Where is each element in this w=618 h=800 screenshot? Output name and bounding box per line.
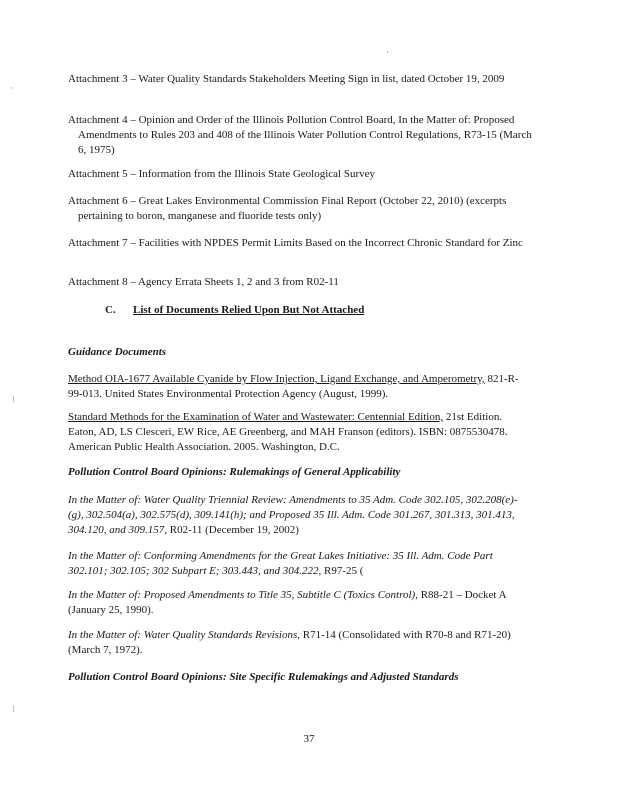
page-number: 37 [303, 733, 315, 745]
scan-speck: ⁝ [12, 394, 15, 404]
attachment-6: Attachment 6 – Great Lakes Environmental Commission Final Report (October 22, 2010) (excerpts pertaining to boron, manganese and fluoride tests only) [68, 195, 507, 222]
pcb-general-item-1: In the Matter of: Water Quality Triennial Review: Amendments to 35 Adm. Code 302.105, 302.208(e)-(g), 302.504(a), 302.575(d), 309.141(h); and Proposed 35 Ill. Adm. Code 301.267, 301.313, 301.413, 304.120, and 309.157, R02-11 (December 19, 2002) [68, 494, 518, 536]
section-c-heading [105, 303, 364, 318]
guidance-doc-standard-methods: Standard Methods for the Examination of Water and Wastewater: Centennial Edition, 21st Edition. Eaton, AD, LS Clesceri, EW Rice, AE Greenberg, and MAH Franson (editors). ISBN: 0875530478. American Public Health Association. 2005. Washington, D.C. [68, 411, 508, 453]
pcb-general-heading: Pollution Control Board Opinions: Rulemakings of General Applicability [68, 466, 401, 478]
section-letter: C. [105, 304, 116, 316]
attachment-8: Attachment 8 – Agency Errata Sheets 1, 2 and 3 from R02-11 [68, 276, 339, 288]
scan-speck: · [10, 83, 13, 93]
pcb-site-heading: Pollution Control Board Opinions: Site Specific Rulemakings and Adjusted Standards [68, 671, 459, 683]
pcb-general-item-3: In the Matter of: Proposed Amendments to Title 35, Subtitle C (Toxics Control), R88-21 – Docket A (January 25, 1990). [68, 589, 506, 616]
scan-speck: ⁝ [12, 704, 15, 714]
attachment-5: Attachment 5 – Information from the Illinois State Geological Survey [68, 168, 376, 180]
section-title: List of Documents Relied Upon But Not Attached [133, 304, 365, 316]
guidance-heading: Guidance Documents [68, 346, 167, 358]
pcb-general-item-2: In the Matter of: Conforming Amendments for the Great Lakes Initiative: 35 Ill. Adm. Code Part 302.101; 302.105; 302 Subpart E; 303.443, and 304.222, R97-25 ( [68, 550, 493, 577]
attachment-4: Attachment 4 – Opinion and Order of the Illinois Pollution Control Board, In the Matter of: Proposed Amendments to Rules 203 and 408 of the Illinois Water Pollution Control Regulations, R73-15 (March 6, 1975) [68, 114, 532, 156]
guidance-doc-method-oia: Method OIA-1677 Available Cyanide by Flow Injection, Ligand Exchange, and Amperometry, 821-R-99-013. United States Environmental Protection Agency (August, 1999). [68, 373, 519, 400]
scan-speck: · [386, 47, 389, 57]
attachment-3: Attachment 3 – Water Quality Standards Stakeholders Meeting Sign in list, dated October 19, 2009 [68, 73, 505, 85]
attachment-7: Attachment 7 – Facilities with NPDES Permit Limits Based on the Incorrect Chronic Standard for Zinc [68, 237, 523, 249]
pcb-general-item-4: In the Matter of: Water Quality Standards Revisions, R71-14 (Consolidated with R70-8 and R71-20) (March 7, 1972). [68, 629, 511, 656]
